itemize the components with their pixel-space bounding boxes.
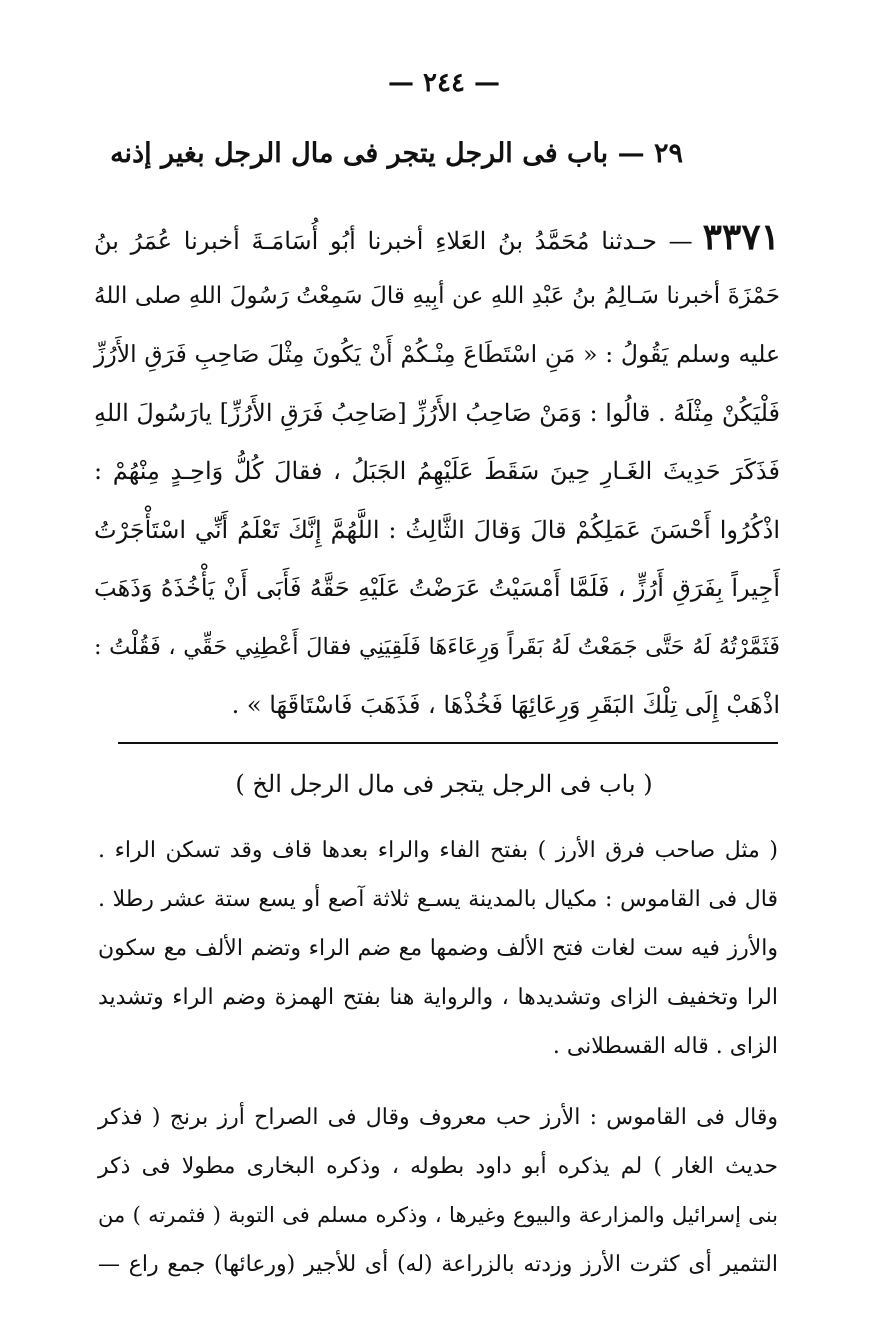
- commentary-line: الرا وتخفيف الزاى وتشديدها ، والرواية هنا بفتح الهمزة وضم الراء وتشديد: [98, 985, 778, 1010]
- hadith-text: [94, 208, 780, 735]
- commentary-paragraph: [98, 1093, 778, 1289]
- hadith-line: [94, 208, 780, 267]
- hadith-line: فَثَمَّرْتُهُ لَهُ حَتَّى جَمَعْتُ لَهُ بَقَراً وَرِعَاءَهَا فَلَقِيَنِي فقالَ أَعْطِنِي حَقِّي ، فَقُلْتُ :: [94, 633, 780, 660]
- commentary-line: وقال فى القاموس : الأرز حب معروف وقال فى الصراح أرز برنج ( فذكر: [98, 1105, 778, 1130]
- commentary-text: [98, 826, 778, 1289]
- hadith-line: اذْكُرُوا أَحْسَنَ عَمَلِكُمْ قالَ وَقالَ الثَّالِثُ : اللَّهُمَّ إِنَّكَ تَعْلَمُ أَنِّي اسْتَأْجَرْتُ: [94, 515, 780, 544]
- chapter-title: ٢٩ — باب فى الرجل يتجر فى مال الرجل بغير إذنه: [110, 138, 683, 169]
- commentary-line: ( مثل صاحب فرق الأرز ) بفتح الفاء والراء بعدها قاف وقد تسكن الراء .: [98, 838, 778, 863]
- hadith-line: فَلْيَكُنْ مِثْلَهُ . قالُوا : وَمَنْ صَاحِبُ الأَرُزِّ [صَاحِبُ فَرَقِ الأَرُزِّ] يارَسُولَ اللهِ: [94, 398, 780, 427]
- hadith-line: حَمْزَةَ أخبرنا سَـالِمُ بنُ عَبْدِ اللهِ عن أبِيهِ قالَ سَمِعْتُ رَسُولَ اللهِ صلى اللهُ: [94, 282, 780, 309]
- hadith-line: اذْهَبْ إِلَى تِلْكَ البَقَرِ وَرِعَائِهَا فَخُذْهَا ، فَذَهَبَ فَاسْتَاقَهَا » .: [231, 691, 780, 719]
- hadith-line: عليه وسلم يَقُولُ : « مَنِ اسْتَطَاعَ مِنْـكُمْ أَنْ يَكُونَ مِثْلَ صَاحِبِ فَرَقِ الأَرُزِّ: [94, 340, 780, 368]
- commentary-line: قال فى القاموس : مكيال بالمدينة يسـع ثلاثة آصع أو يسع ستة عشر رطلا .: [98, 887, 778, 912]
- hadith-number: ٣٣٧١: [702, 216, 780, 258]
- hadith-line: فَذَكَرَ حَدِيثَ الغَـارِ حِينَ سَقَطَ عَلَيْهِمُ الجَبَلُ ، فقالَ كُلُّ وَاحِـدٍ مِنْهُمْ :: [94, 457, 780, 485]
- commentary-line: التثمير أى كثرت الأرز وزدته بالزراعة (له) أى للأجير (ورعائها) جمع راع —: [98, 1252, 778, 1277]
- page-number: — ٢٤٤ —: [387, 68, 501, 98]
- footnote-divider: [118, 742, 778, 744]
- commentary-line: حديث الغار ) لم يذكره أبو داود بطوله ، وذكره البخارى مطولا فى ذكر: [98, 1154, 778, 1179]
- hadith-line: أَجِيراً بِفَرَقِ أَرُزٍّ ، فَلَمَّا أَمْسَيْتُ عَرَضْتُ عَلَيْهِ حَقَّهُ فَأَبَى أَنْ يَأْخُذَهُ وَذَهَبَ: [94, 574, 780, 602]
- hadith-line-text: — حـدثنا مُحَمَّدُ بنُ العَلاءِ أخبرنا أبُو أُسَامَـةَ أخبرنا عُمَرُ بنُ: [94, 227, 693, 255]
- commentary-line: والأرز فيه ست لغات فتح الألف وضمها مع ضم الراء وتضم الألف مع سكون: [98, 936, 778, 961]
- commentary-line: الزاى . قاله القسطلانى .: [552, 1034, 778, 1059]
- commentary-title: ( باب فى الرجل يتجر فى مال الرجل الخ ): [235, 770, 653, 798]
- commentary-line: بنى إسرائيل والمزارعة والبيوع وغيرها ، وذكره مسلم فى التوبة ( فثمرته ) من: [98, 1203, 778, 1227]
- commentary-paragraph: [98, 826, 778, 1071]
